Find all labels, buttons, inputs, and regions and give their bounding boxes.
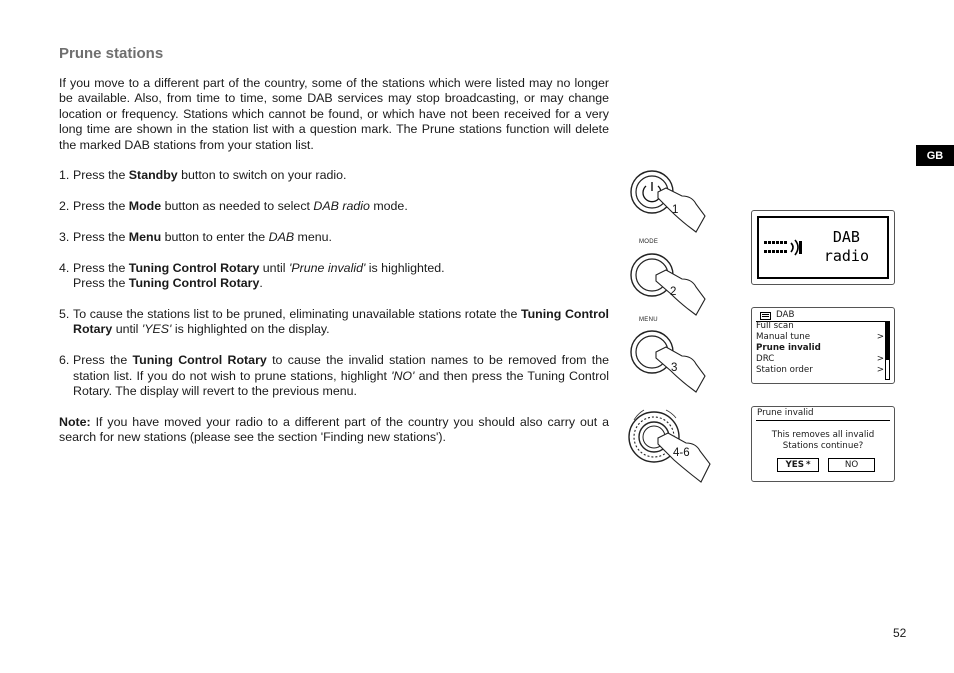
standby-illustration	[626, 166, 711, 234]
button-term: Tuning Control Rotary	[128, 260, 260, 275]
step-text: Press the	[73, 276, 129, 291]
step-text: until	[112, 322, 142, 337]
step-text: to cause the invalid station names to be removed from the station list. If you do not wish to prune stations, highlight	[73, 353, 609, 383]
mode-illustration	[626, 237, 711, 317]
menu-list	[756, 321, 884, 376]
yes-button[interactable]: YES *	[777, 458, 819, 472]
step-2	[59, 199, 609, 214]
chevron-right-icon: >	[876, 354, 884, 364]
menu-item-station-order[interactable]: Station order >	[756, 365, 884, 375]
button-term: Mode	[128, 199, 162, 214]
step-number: 1.	[59, 168, 70, 183]
dab-menu-display	[751, 307, 895, 384]
option-term: 'YES'	[141, 322, 172, 337]
body-text	[59, 76, 609, 446]
note-paragraph	[59, 415, 609, 446]
button-term: Tuning Control Rotary	[128, 276, 260, 291]
step-text: Press the	[73, 168, 129, 183]
prune-confirm-display	[751, 406, 895, 482]
step-text: Press the	[73, 260, 129, 275]
button-term: Menu	[128, 230, 162, 245]
steps-list	[59, 168, 609, 399]
step-6	[59, 353, 609, 399]
button-term: Tuning Control Rotary	[132, 353, 267, 368]
step-label: 2	[670, 286, 677, 298]
intro-paragraph: If you move to a different part of the country, some of the stations which were listed may no longer be available. Also, from time to time, some DAB services may stop broadcasting, or may change location or frequency. Stations which cannot be found, or which have not been received for a very long time are shown in the station list with a question mark. The Prune stations function will delete the marked DAB stations from your station list.	[59, 76, 609, 152]
step-text: button to enter the	[161, 230, 269, 245]
dab-mode-display	[751, 210, 895, 285]
mode-term: DAB radio	[313, 199, 370, 214]
step-text: .	[259, 276, 263, 291]
step-1	[59, 168, 609, 183]
note-label: Note:	[59, 414, 91, 429]
page-heading: Prune stations	[59, 45, 164, 62]
scroll-thumb[interactable]	[886, 322, 889, 360]
step-text: Press the	[73, 353, 133, 368]
menu-scrollbar[interactable]	[885, 321, 890, 380]
menu-item-manual-tune[interactable]: Manual tune >	[756, 332, 884, 342]
step-text: is highlighted.	[365, 260, 445, 275]
menu-item-full-scan[interactable]: Full scan	[756, 321, 794, 331]
menu-list-icon	[760, 312, 771, 320]
menu-term: DAB	[268, 230, 295, 245]
step-3	[59, 230, 609, 245]
page-number: 52	[893, 626, 907, 640]
menu-illustration	[626, 316, 711, 396]
chevron-right-icon: >	[876, 365, 884, 375]
tuning-rotary-illustration	[626, 398, 721, 484]
confirm-title: Prune invalid	[757, 408, 814, 418]
step-text: To cause the stations list to be pruned, eliminating unavailable stations rotate the	[73, 307, 521, 322]
no-button[interactable]: NO	[828, 458, 875, 472]
menu-item-prune-invalid[interactable]: Prune invalid	[756, 343, 821, 353]
step-number: 6.	[59, 353, 70, 368]
confirm-message: This removes all invalid Stations continue?	[771, 430, 875, 451]
step-text: Press the	[73, 199, 129, 214]
step-number: 5.	[59, 307, 70, 322]
step-text: and then press the Tuning Control Rotary. The display will revert to the previous menu.	[73, 368, 609, 399]
step-text: is highlighted on the display.	[171, 322, 330, 337]
step-text: mode.	[369, 199, 408, 214]
mode-label: MODE	[639, 239, 659, 245]
step-label: 1	[672, 204, 679, 216]
step-4	[59, 261, 609, 292]
selection-asterisk-icon: *	[805, 459, 811, 470]
chevron-right-icon: >	[876, 332, 884, 342]
dab-radio-text: DAB radio	[823, 228, 869, 265]
step-5	[59, 307, 609, 338]
step-number: 2.	[59, 199, 70, 214]
option-term: 'NO'	[391, 368, 415, 383]
note-text: If you have moved your radio to a different part of the country you should also carry out a search for new stations (please see the section 'Finding new stations').	[59, 414, 609, 445]
step-label: 4-6	[673, 447, 690, 459]
menu-option-term: 'Prune invalid'	[288, 260, 366, 275]
step-number: 4.	[59, 260, 70, 275]
menu-title-bar	[760, 310, 794, 321]
menu-title: DAB	[776, 310, 795, 320]
menu-label: MENU	[639, 317, 658, 323]
step-text: until	[259, 260, 289, 275]
button-term: Tuning Control Rotary	[73, 307, 609, 337]
button-term: Standby	[128, 168, 178, 183]
dab-logo-icon	[764, 238, 808, 260]
finger-pointer-icon	[658, 188, 705, 232]
step-text: menu.	[294, 230, 332, 245]
step-number: 3.	[59, 230, 70, 245]
menu-item-drc[interactable]: DRC >	[756, 354, 884, 364]
language-tab: GB	[916, 145, 954, 166]
step-text: button as needed to select	[161, 199, 314, 214]
step-text: button to switch on your radio.	[177, 168, 347, 183]
step-text: Press the	[73, 230, 129, 245]
step-label: 3	[671, 362, 678, 374]
